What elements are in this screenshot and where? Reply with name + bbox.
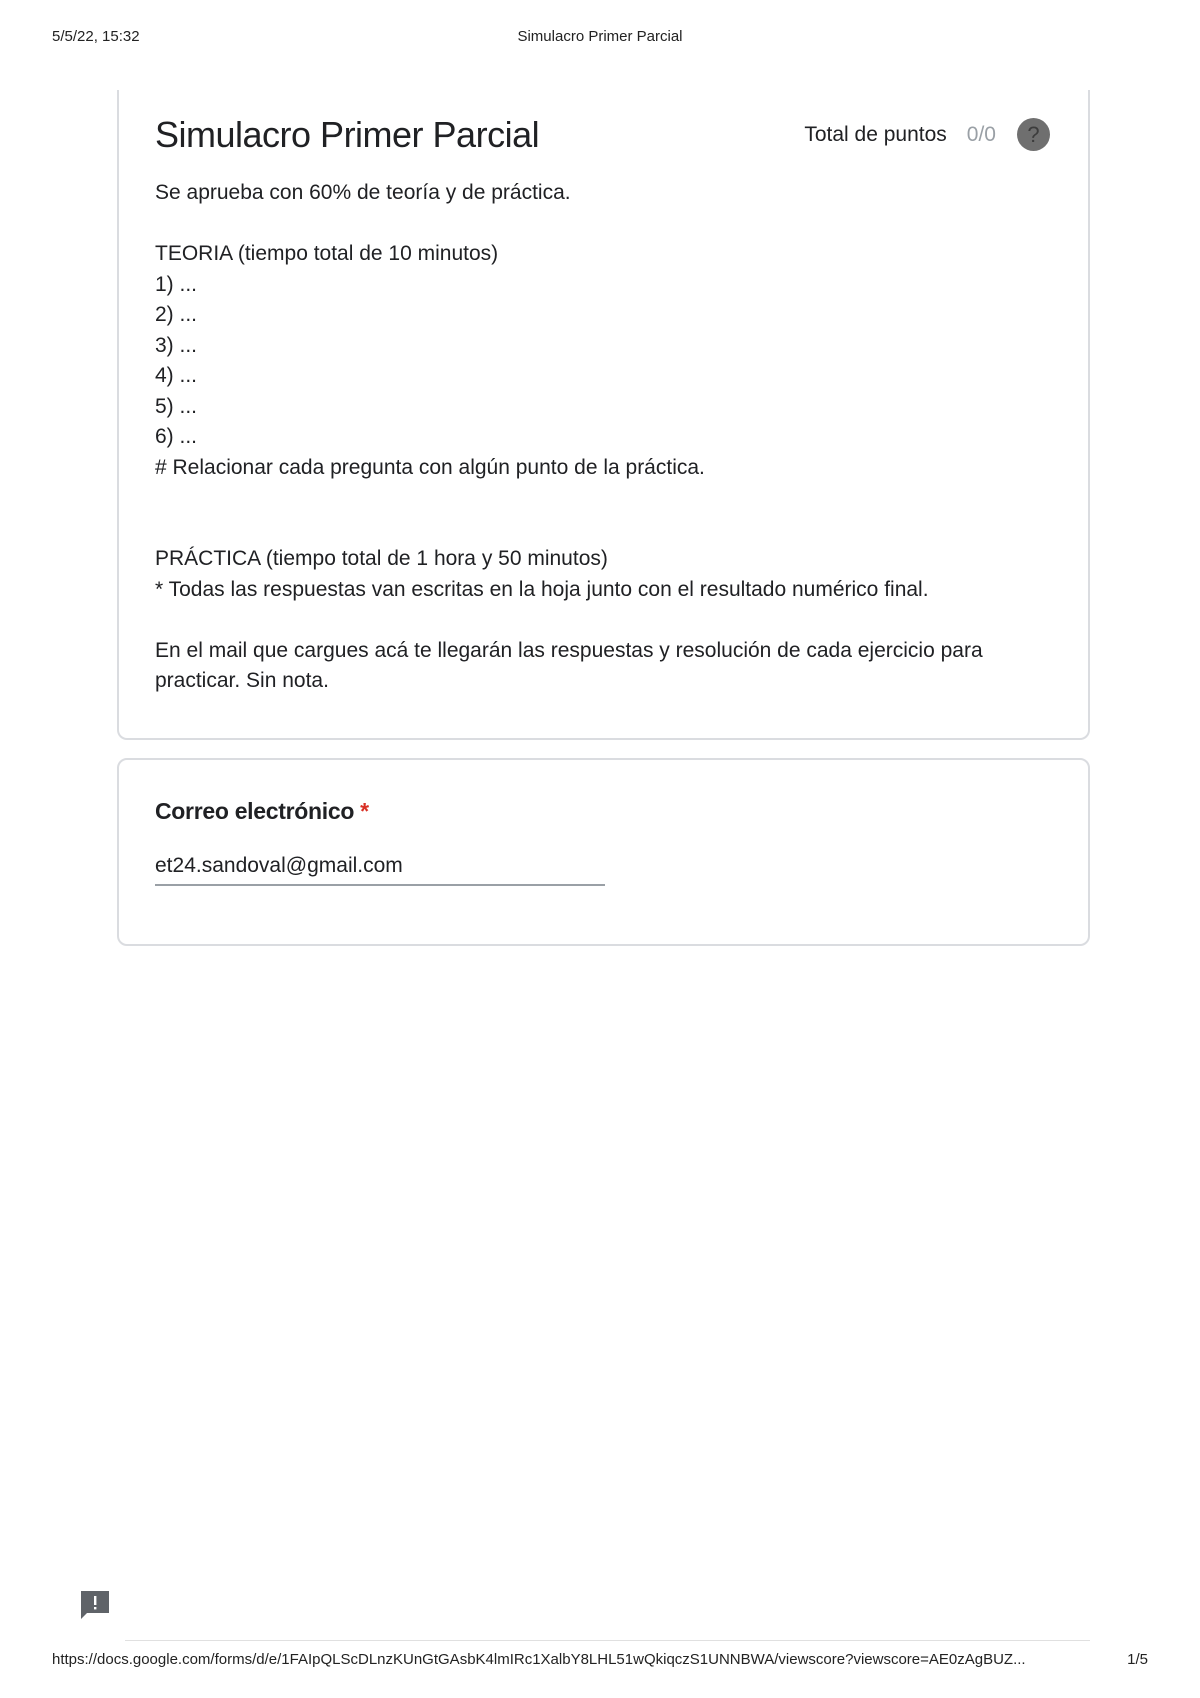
email-field[interactable]: et24.sandoval@gmail.com bbox=[155, 854, 605, 886]
description-line: 5) ... bbox=[155, 394, 198, 418]
description-line: Se aprueba con 60% de teoría y de práctica. bbox=[155, 181, 571, 204]
description-line: PRÁCTICA (tiempo total de 1 hora y 50 minutos) bbox=[155, 547, 608, 570]
description-line bbox=[155, 514, 1055, 545]
form-header-card bbox=[117, 90, 1090, 740]
email-label bbox=[155, 798, 369, 825]
total-points bbox=[804, 118, 1050, 151]
points-label: Total de puntos bbox=[804, 122, 947, 146]
description-line: * Todas las respuestas van escritas en la hoja junto con el resultado numérico final. bbox=[155, 577, 929, 601]
email-label-text: Correo electrónico bbox=[155, 798, 355, 824]
description-line: TEORIA (tiempo total de 10 minutos) bbox=[155, 242, 499, 265]
page-url: https://docs.google.com/forms/d/e/1FAIpQLScDLnzKUnGtGAsbK4lmIRc1XalbY8LHL51wQkiqczS1UNNBWA/viewscore?viewscore=AE0zAgBUZ... bbox=[52, 1651, 1026, 1668]
question-mark-icon[interactable]: ? bbox=[1017, 118, 1050, 151]
feedback-icon[interactable] bbox=[78, 1588, 112, 1622]
print-title: Simulacro Primer Parcial bbox=[517, 28, 683, 45]
form-title: Simulacro Primer Parcial bbox=[155, 114, 540, 155]
description-line: 1) ... bbox=[155, 272, 198, 296]
print-datetime: 5/5/22, 15:32 bbox=[52, 28, 140, 45]
description-line: 6) ... bbox=[155, 425, 198, 448]
required-mark: * bbox=[360, 798, 369, 824]
description-line: 3) ... bbox=[155, 333, 198, 357]
description-line: En el mail que cargues acá te llegarán las respuestas y resolución de cada ejercicio para practicar. Sin nota. bbox=[155, 638, 983, 692]
print-header bbox=[52, 28, 1148, 52]
footer-divider bbox=[125, 1640, 1090, 1641]
description-line bbox=[155, 483, 1055, 514]
description-line: 4) ... bbox=[155, 364, 198, 387]
email-question-card bbox=[117, 758, 1090, 946]
points-value: 0/0 bbox=[966, 122, 996, 146]
description-line: # Relacionar cada pregunta con algún punto de la práctica. bbox=[155, 455, 705, 479]
description-line bbox=[155, 209, 1055, 240]
page-number: 1/5 bbox=[1127, 1651, 1148, 1668]
description-line bbox=[155, 605, 1055, 636]
description-line: 2) ... bbox=[155, 303, 198, 326]
form-description bbox=[155, 178, 1055, 697]
